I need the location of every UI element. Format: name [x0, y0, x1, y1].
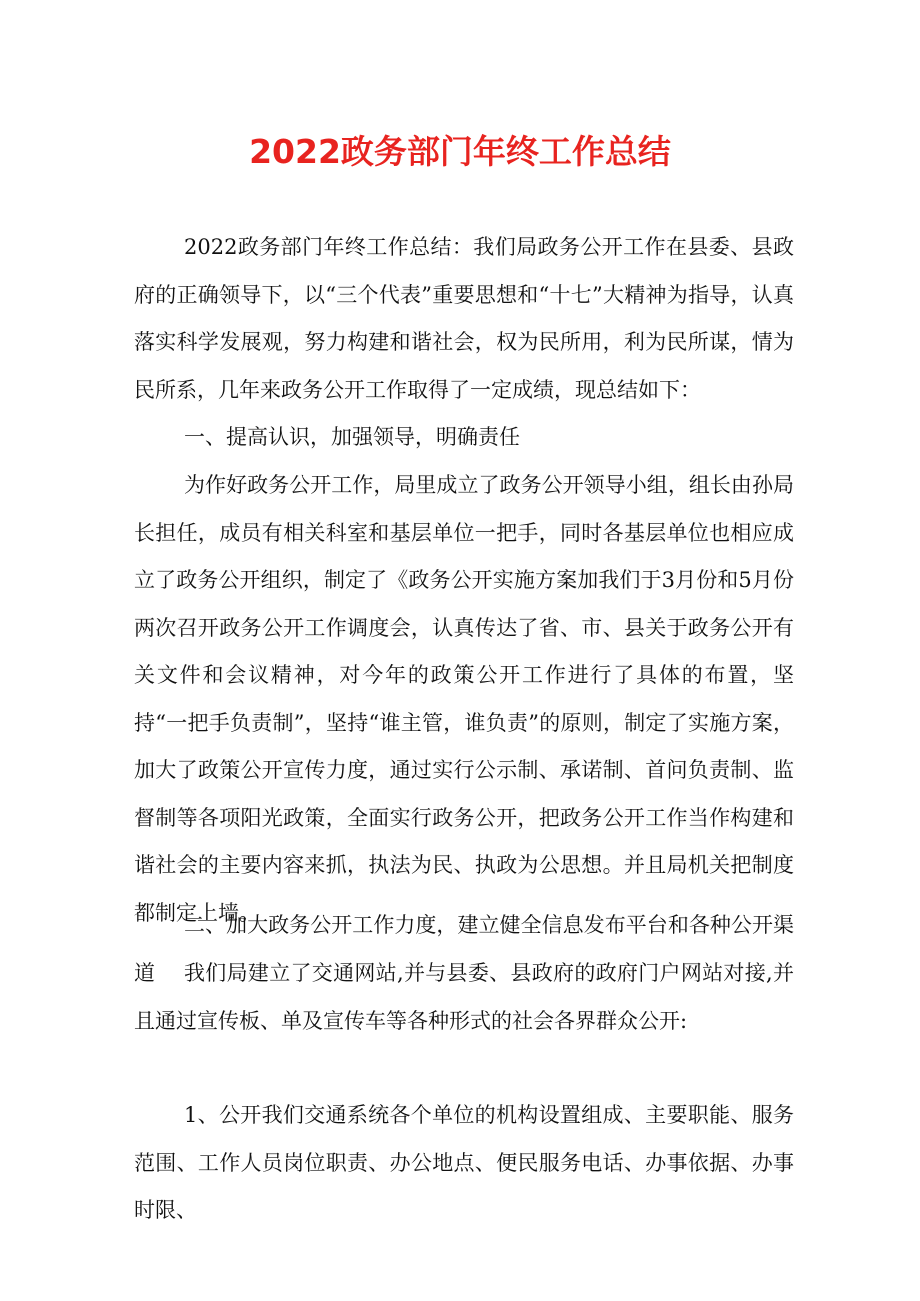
section-2-paragraph: 我们局建立了交通网站,并与县委、县政府的政府门户网站对接,并且通过宣传板、单及宣传车等各种形式的社会各界群众公开:: [134, 961, 794, 1033]
document-title: 2022政务部门年终工作总结: [249, 132, 671, 171]
list-item-1: 1、公开我们交通系统各个单位的机构设置组成、主要职能、服务范围、工作人员岗位职责、办公地点、便民服务电话、办事依据、办事时限、: [134, 1103, 794, 1222]
section-heading-1: 一、提高认识，加强领导，明确责任: [184, 425, 520, 449]
section-1-paragraph: 为作好政务公开工作，局里成立了政务公开领导小组，组长由孙局长担任，成员有相关科室和基层单位一把手，同时各基层单位也相应成立了政务公开组织，制定了《政务公开实施方案加我们于3月份和5月份两次召开政务公开工作调度会，认真传达了省、市、县关于政务公开有关文件和会议精神，对今年的政策公开工作进行了具体的布置，坚持“一把手负责制”，坚持“谁主管，谁负责”的原则，制定了实施方案，加大了政策公开宣传力度，通过实行公示制、承诺制、首问负责制、监督制等各项阳光政策，全面实行政务公开，把政务公开工作当作构建和谐社会的主要内容来抓，执法为民、执政为公思想。并且局机关把制度都制定上墙。: [134, 473, 794, 925]
intro-paragraph: 2022政务部门年终工作总结：我们局政务公开工作在县委、县政府的正确领导下，以“三个代表”重要思想和“十七”大精神为指导，认真落实科学发展观，努力构建和谐社会，权为民所用，利为民所谋，情为民所系，几年来政务公开工作取得了一定成绩，现总结如下：: [134, 235, 794, 402]
section-heading-2: 二、加大政务公开工作力度，建立健全信息发布平台和各种公开渠道: [134, 913, 794, 985]
